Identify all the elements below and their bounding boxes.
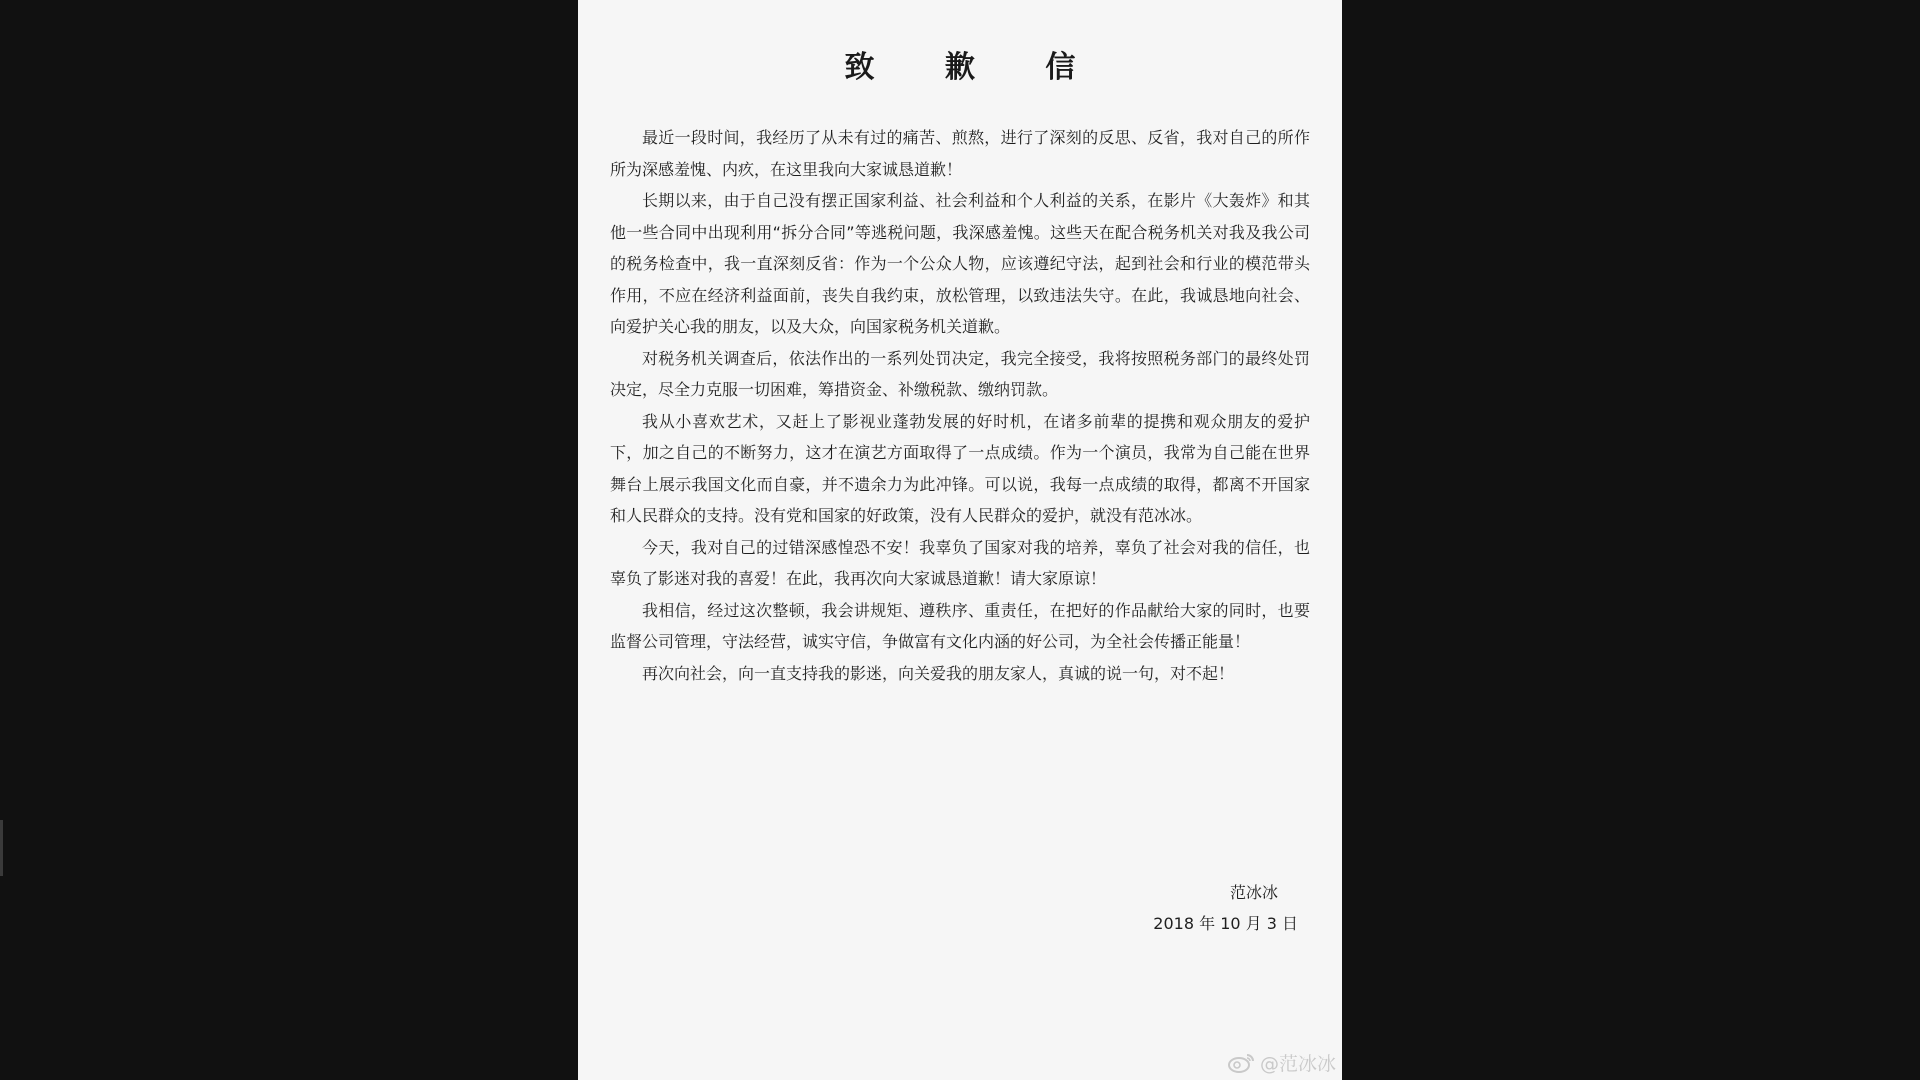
letter-body xyxy=(610,122,1310,689)
letter-paragraph: 最近一段时间，我经历了从未有过的痛苦、煎熬，进行了深刻的反思、反省，我对自己的所作所为深感羞愧、内疚，在这里我向大家诚恳道歉！ xyxy=(610,128,1310,179)
signature-date: 2018 年 10 月 3 日 xyxy=(1153,914,1298,933)
letter-paragraph: 我相信，经过这次整顿，我会讲规矩、遵秩序、重责任，在把好的作品献给大家的同时，也要监督公司管理，守法经营，诚实守信，争做富有文化内涵的好公司，为全社会传播正能量！ xyxy=(610,600,1310,651)
letter-paragraph: 长期以来，由于自己没有摆正国家利益、社会利益和个人利益的关系，在影片《大轰炸》和其他一些合同中出现利用“拆分合同”等逃税问题，我深感羞愧。这些天在配合税务机关对我及我公司的税务检查中，我一直深刻反省：作为一个公众人物，应该遵纪守法，起到社会和行业的模范带头作用，不应在经济利益面前，丧失自我约束，放松管理，以致违法失守。在此，我诚恳地向社会、向爱护关心我的朋友，以及大众，向国家税务机关道歉。 xyxy=(610,191,1310,336)
letter-paragraph: 今天，我对自己的过错深感惶恐不安！我辜负了国家对我的培养，辜负了社会对我的信任，也辜负了影迷对我的喜爱！在此，我再次向大家诚恳道歉！请大家原谅！ xyxy=(610,537,1310,588)
watermark-text: @范冰冰 xyxy=(1259,1053,1336,1075)
letter-signature xyxy=(1153,877,1298,939)
weibo-watermark xyxy=(1228,1049,1336,1076)
letter-paragraph: 我从小喜欢艺术，又赶上了影视业蓬勃发展的好时机，在诸多前辈的提携和观众朋友的爱护下，加之自己的不断努力，这才在演艺方面取得了一点成绩。作为一个演员，我常为自己能在世界舞台上展示我国文化而自豪，并不遗余力为此冲锋。可以说，我每一点成绩的取得，都离不开国家和人民群众的支持。没有党和国家的好政策，没有人民群众的爱护，就没有范冰冰。 xyxy=(610,411,1310,525)
letter-page xyxy=(578,0,1342,1080)
left-edge-mark xyxy=(0,820,3,876)
weibo-icon xyxy=(1228,1052,1256,1074)
letter-title: 致 歉 信 xyxy=(844,50,1106,85)
letter-paragraph: 再次向社会，向一直支持我的影迷，向关爱我的朋友家人，真诚的说一句，对不起！ xyxy=(642,663,1235,683)
letter-paragraph: 对税务机关调查后，依法作出的一系列处罚决定，我完全接受，我将按照税务部门的最终处罚决定，尽全力克服一切困难，筹措资金、补缴税款、缴纳罚款。 xyxy=(610,348,1310,399)
signature-name: 范冰冰 xyxy=(1229,883,1278,902)
